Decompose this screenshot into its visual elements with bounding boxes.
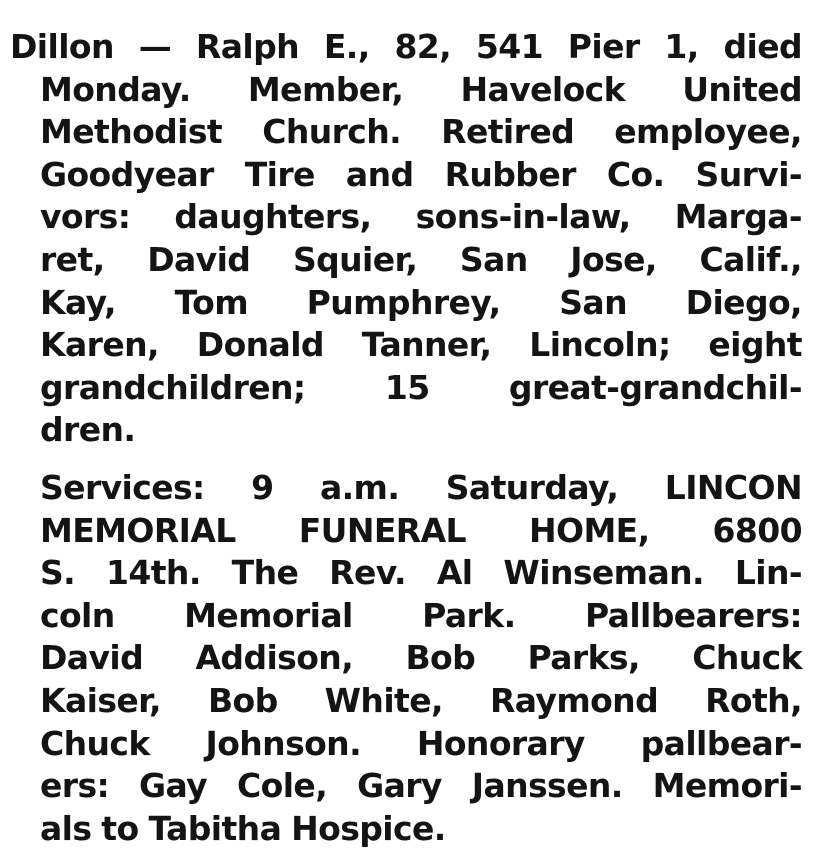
text-line: Goodyear Tire and Rubber Co. Survi- — [40, 154, 802, 194]
text-line: MEMORIAL FUNERAL HOME, 6800 — [40, 510, 802, 550]
text-line: grandchildren; 15 great-grandchil- — [40, 367, 802, 407]
text-line: als to Tabitha Hospice. — [40, 808, 446, 848]
text-line: Karen, Donald Tanner, Lincoln; eight — [40, 325, 802, 365]
obituary-paragraph-services — [10, 467, 802, 850]
text-line: dren. — [40, 410, 136, 450]
text-line: Chuck Johnson. Honorary pallbear- — [40, 723, 802, 763]
text-line: S. 14th. The Rev. Al Winseman. Lin- — [40, 553, 802, 593]
text-line: Dillon — Ralph E., 82, 541 Pier 1, died — [10, 27, 802, 66]
obituary-paragraph-main — [10, 26, 802, 452]
text-line: ers: Gay Cole, Gary Janssen. Memori- — [40, 766, 802, 806]
text-line: coln Memorial Park. Pallbearers: — [40, 595, 802, 635]
text-line: Kaiser, Bob White, Raymond Roth, — [40, 680, 802, 720]
text-line: David Addison, Bob Parks, Chuck — [40, 638, 802, 678]
text-line: ret, David Squier, San Jose, Calif., — [40, 239, 802, 279]
text-line: vors: daughters, sons-in-law, Marga- — [40, 197, 802, 237]
text-line: Services: 9 a.m. Saturday, LINCON — [40, 468, 802, 507]
text-line: Methodist Church. Retired employee, — [40, 112, 802, 152]
text-line: Kay, Tom Pumphrey, San Diego, — [40, 282, 802, 322]
text-line: Monday. Member, Havelock United — [40, 69, 802, 109]
